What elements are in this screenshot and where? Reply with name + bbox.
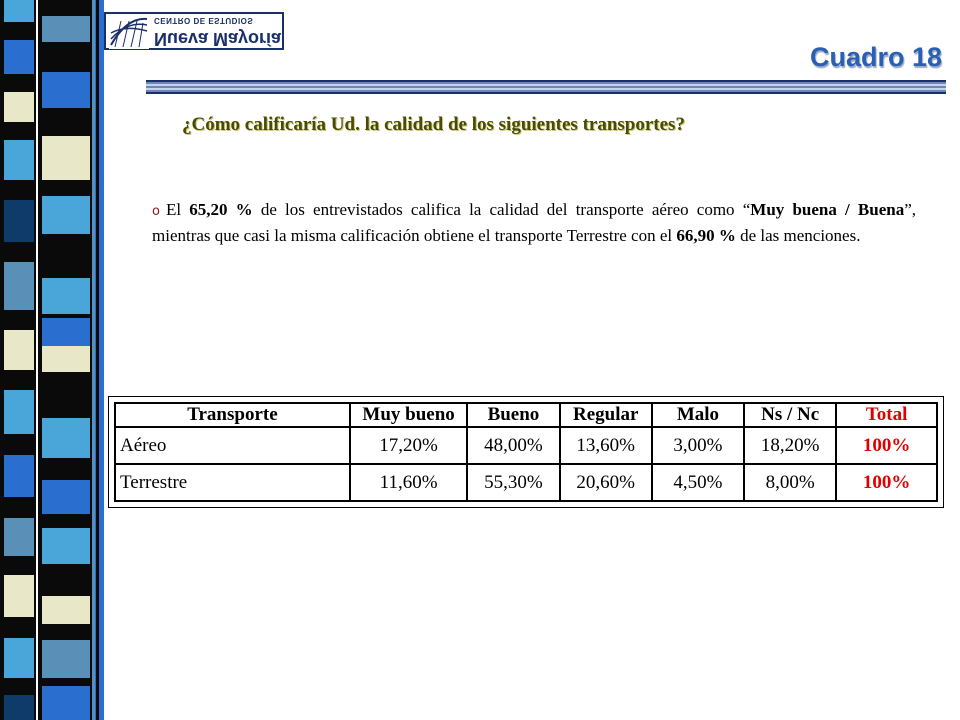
para-text-2: de los entrevistados califica la calidad del transporte aéreo como “ bbox=[252, 200, 751, 219]
decorative-side-strip bbox=[0, 0, 112, 720]
cell-aereo-total: 100% bbox=[836, 427, 937, 464]
page-title: Cuadro 18 bbox=[809, 42, 942, 72]
header-regular: Regular bbox=[560, 403, 652, 427]
results-table-frame bbox=[108, 396, 944, 508]
logo-graphic bbox=[109, 15, 149, 49]
cell-aereo-malo: 3,00% bbox=[652, 427, 744, 464]
survey-question: ¿Cómo calificaría Ud. la calidad de los siguientes transportes? bbox=[182, 114, 685, 135]
cell-aereo-bueno: 48,00% bbox=[467, 427, 559, 464]
table-row bbox=[115, 464, 937, 501]
results-table bbox=[114, 402, 938, 502]
table-row bbox=[115, 427, 937, 464]
header-transporte: Transporte bbox=[115, 403, 350, 427]
table-header-row bbox=[115, 403, 937, 427]
para-bold-percent-land: 66,90 % bbox=[676, 226, 736, 245]
cell-aereo-muy-bueno: 17,20% bbox=[350, 427, 467, 464]
row-label-terrestre: Terrestre bbox=[115, 464, 350, 501]
bullet-marker: o bbox=[152, 204, 160, 219]
logo-subtitle: CENTRO DE ESTUDIOS bbox=[154, 16, 254, 25]
para-bold-muy-buena: Muy buena bbox=[750, 200, 837, 219]
logo bbox=[104, 12, 284, 50]
header-bueno: Bueno bbox=[467, 403, 559, 427]
cell-terrestre-total: 100% bbox=[836, 464, 937, 501]
para-bold-percent-air: 65,20 % bbox=[189, 200, 253, 219]
cell-aereo-ns-nc: 18,20% bbox=[744, 427, 836, 464]
header-muy-bueno: Muy bueno bbox=[350, 403, 467, 427]
title-rule bbox=[146, 80, 946, 94]
summary-paragraph bbox=[152, 198, 916, 248]
para-text-5: de las menciones. bbox=[735, 226, 861, 245]
para-bold-buena: Buena bbox=[857, 200, 905, 219]
cell-terrestre-regular: 20,60% bbox=[560, 464, 652, 501]
para-bold-slash: / bbox=[836, 200, 858, 219]
cell-aereo-regular: 13,60% bbox=[560, 427, 652, 464]
cell-terrestre-ns-nc: 8,00% bbox=[744, 464, 836, 501]
cell-terrestre-bueno: 55,30% bbox=[467, 464, 559, 501]
header-ns-nc: Ns / Nc bbox=[744, 403, 836, 427]
para-text-4: ”, mientras que casi la misma calificación obtiene el transporte Terrestre con el bbox=[152, 200, 917, 245]
cell-terrestre-muy-bueno: 11,60% bbox=[350, 464, 467, 501]
header-total: Total bbox=[836, 403, 937, 427]
cell-terrestre-malo: 4,50% bbox=[652, 464, 744, 501]
para-text-1: El bbox=[165, 200, 190, 219]
row-label-aereo: Aéreo bbox=[115, 427, 350, 464]
logo-name: Nueva Mayoría bbox=[154, 29, 282, 49]
header-malo: Malo bbox=[652, 403, 744, 427]
